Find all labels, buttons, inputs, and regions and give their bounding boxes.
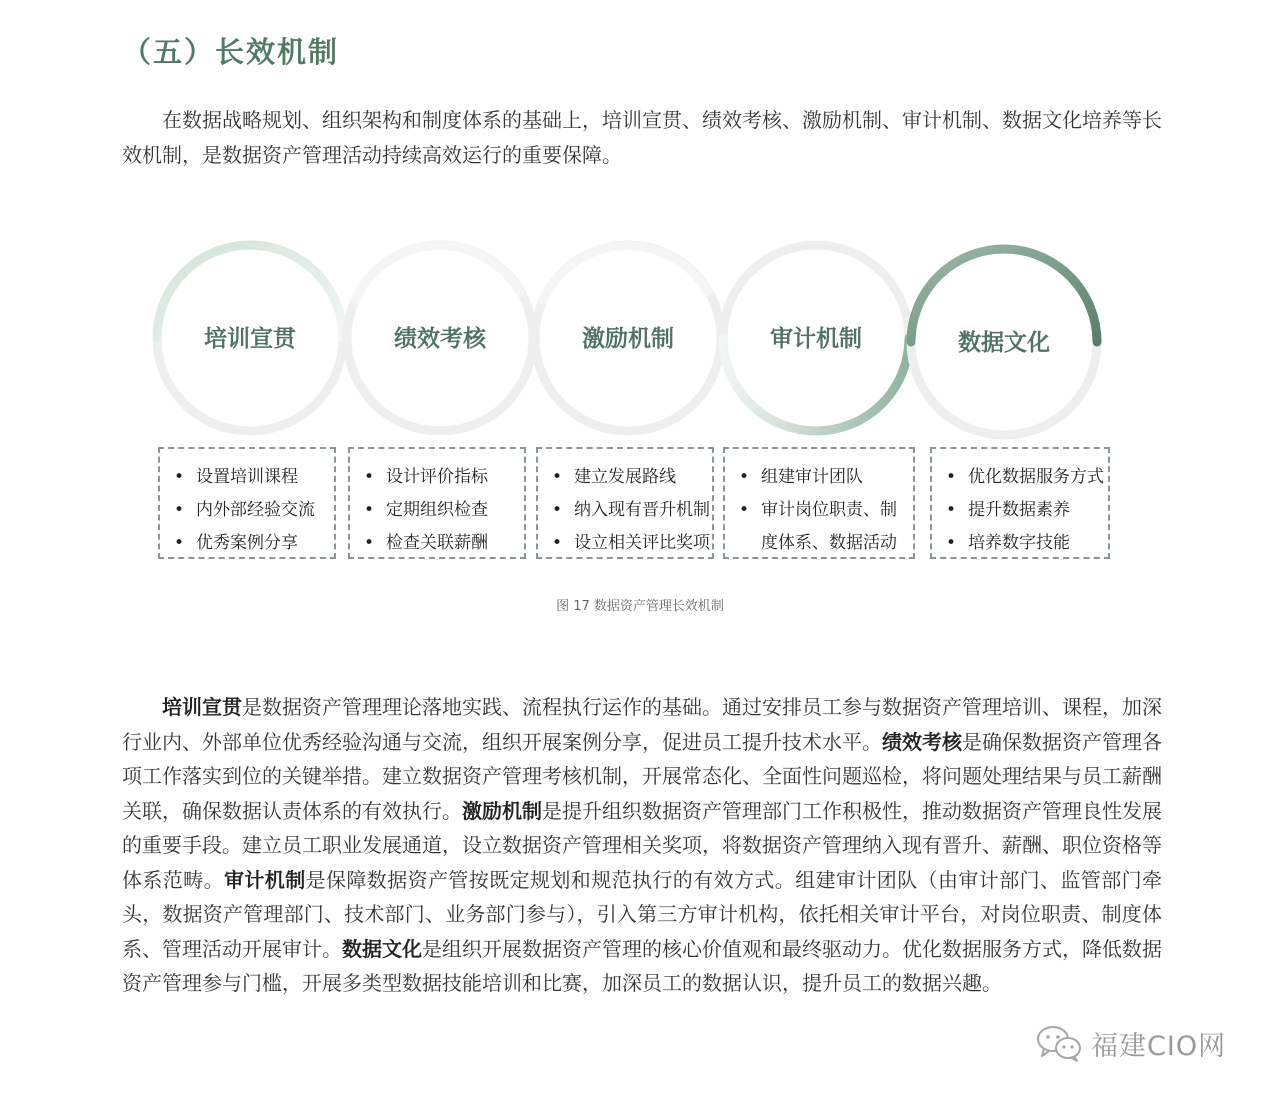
body-paragraph bbox=[122, 690, 1162, 1001]
box-item: • 建立发展路线 bbox=[552, 467, 676, 487]
body-segment: 是提升组织数据资产管理部门工作积极性，推动数据资产管理良性发展的重要手段。建立员工职业发展通道，设立数据资产管理相关奖项，将数据资产管理纳入现有晋升、薪酬、职位资格等体系范畴。 bbox=[122, 798, 1162, 892]
section-title: （五）长效机制 bbox=[122, 35, 340, 69]
circle-label-1: 培训宣贯 bbox=[204, 326, 296, 352]
box-item: • 设置培训课程 bbox=[174, 467, 298, 487]
box-item: • 优化数据服务方式 bbox=[946, 467, 1104, 487]
circle-label-2: 绩效考核 bbox=[394, 326, 486, 352]
mechanism-circles bbox=[150, 230, 1120, 450]
body-segment: 是保障数据资产管按既定规划和规范执行的有效方式。组建审计团队（由审计部门、监管部门牵头，数据资产管理部门、技术部门、业务部门参与），引入第三方审计机构，依托相关审计平台，对岗位职责、制度体系、管理活动开展审计。 bbox=[122, 867, 1163, 961]
intro-paragraph: 在数据战略规划、组织架构和制度体系的基础上，培训宣贯、绩效考核、激励机制、审计机制、数据文化培养等长效机制，是数据资产管理活动持续高效运行的重要保障。 bbox=[122, 108, 1162, 167]
circle-label-4: 审计机制 bbox=[770, 326, 862, 352]
wechat-icon bbox=[1035, 1023, 1083, 1063]
box-item: • 优秀案例分享 bbox=[174, 533, 298, 553]
mechanism-box-4 bbox=[723, 447, 915, 559]
body-segment: 是组织开展数据资产管理的核心价值观和最终驱动力。优化数据服务方式，降低数据资产管理参与门槛，开展多类型数据技能培训和比赛，加深员工的数据认识，提升员工的数据兴趣。 bbox=[122, 936, 1162, 995]
mechanism-box-2 bbox=[348, 447, 526, 559]
circle-arc-3 bbox=[543, 246, 708, 300]
circle-arc-1 bbox=[157, 245, 343, 338]
term-performance: 绩效考核 bbox=[882, 729, 962, 754]
watermark bbox=[1035, 1023, 1226, 1063]
mechanism-box-3 bbox=[536, 447, 714, 559]
circle-arc-2 bbox=[355, 246, 520, 300]
box-item: • 培养数字技能 bbox=[946, 533, 1070, 553]
term-audit: 审计机制 bbox=[224, 867, 306, 892]
mechanism-figure bbox=[150, 230, 1120, 570]
term-incentive: 激励机制 bbox=[462, 798, 542, 823]
mechanism-box-1 bbox=[158, 447, 336, 559]
figure-caption: 图 17 数据资产管理长效机制 bbox=[556, 599, 724, 614]
box-item: • 组建审计团队 bbox=[739, 467, 863, 487]
watermark-text: 福建CIO网 bbox=[1091, 1030, 1227, 1062]
box-item: • 检查关联薪酬 bbox=[364, 533, 488, 553]
box-item: • 提升数据素养 bbox=[946, 500, 1070, 520]
circle-arc-5 bbox=[911, 249, 1097, 342]
body-segment: 是数据资产管理理论落地实践、流程执行运作的基础。通过安排员工参与数据资产管理培训、课程，加深行业内、外部单位优秀经验沟通与交流，组织开展案例分享，促进员工提升技术水平。 bbox=[122, 695, 1162, 754]
box-item: • 定期组织检查 bbox=[364, 500, 488, 520]
box-item: • 审计岗位职责、制 bbox=[739, 500, 897, 520]
term-culture: 数据文化 bbox=[342, 936, 422, 961]
box-item: • 内外部经验交流 bbox=[174, 500, 315, 520]
box-item: • 纳入现有晋升机制 bbox=[552, 500, 710, 520]
mechanism-box-5 bbox=[930, 447, 1110, 559]
box-item: • 设立相关评比奖项 bbox=[552, 533, 710, 553]
term-training: 培训宣贯 bbox=[162, 695, 242, 719]
circle-label-3: 激励机制 bbox=[582, 326, 674, 352]
box-item: • 设计评价指标 bbox=[364, 467, 488, 487]
box-item: 度体系、数据活动 bbox=[761, 533, 897, 553]
body-segment: 是确保数据资产管理各项工作落实到位的关键举措。建立数据资产管理考核机制，开展常态化、全面性问题巡检，将问题处理结果与员工薪酬关联，确保数据认责体系的有效执行。 bbox=[122, 729, 1162, 823]
circle-label-5: 数据文化 bbox=[958, 330, 1050, 356]
